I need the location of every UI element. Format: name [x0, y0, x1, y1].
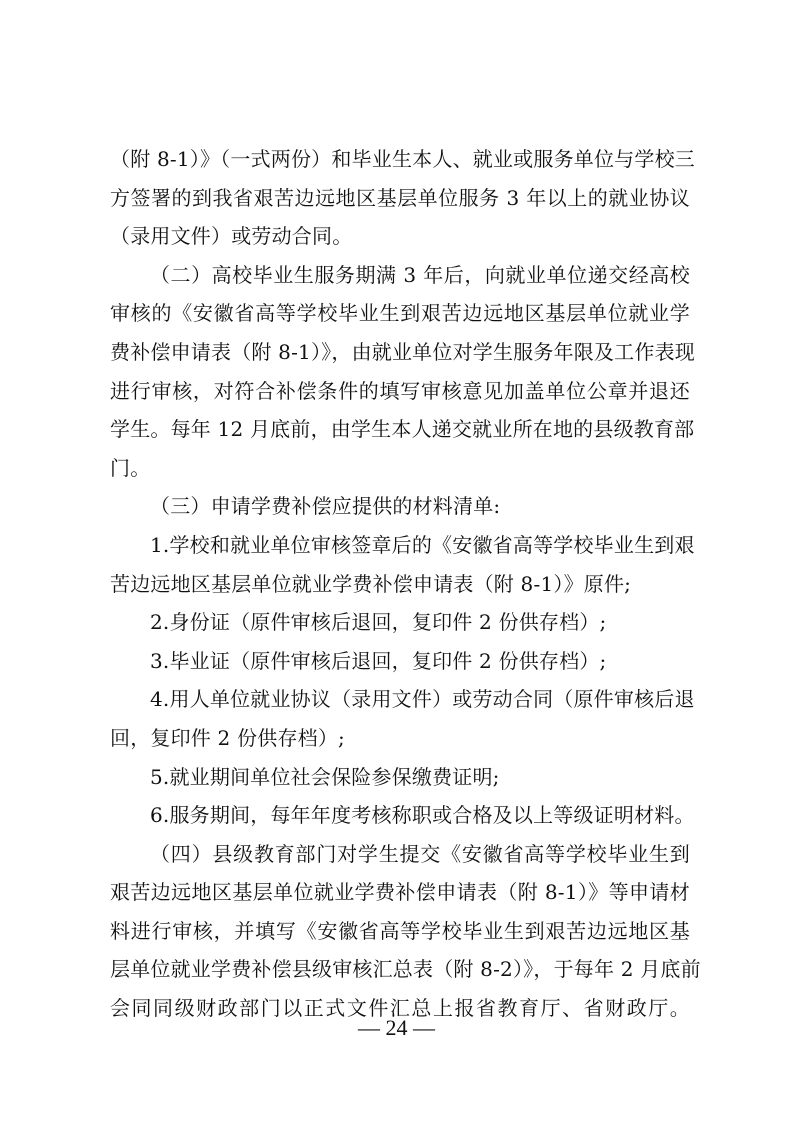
text-line: 进行审核，对符合补偿条件的填写审核意见加盖单位公章并退还 [110, 378, 690, 403]
text-line: 3.毕业证（原件审核后退回，复印件 2 份供存档）; [150, 648, 607, 673]
text-line: 费补偿申请表（附 8-1）》，由就业单位对学生服务年限及工作表现 [110, 339, 695, 364]
text-line: 6.服务期间，每年年度考核称职或合格及以上等级证明材料。 [150, 803, 695, 828]
text-line: （录用文件）或劳动合同。 [110, 224, 353, 249]
text-line: 1.学校和就业单位审核签章后的《安徽省高等学校毕业生到艰 [150, 532, 695, 557]
text-line: 4.用人单位就业协议（录用文件）或劳动合同（原件审核后退 [150, 687, 695, 712]
text-line: 层单位就业学费补偿县级审核汇总表（附 8-2）》，于每年 2 月底前 [110, 957, 701, 982]
page-number: — 24 — [358, 1015, 435, 1040]
text-line: 5.就业期间单位社会保险参保缴费证明; [150, 764, 500, 789]
text-line: （四）县级教育部门对学生提交《安徽省高等学校毕业生到 [150, 841, 690, 866]
text-line: 料进行审核，并填写《安徽省高等学校毕业生到艰苦边远地区基 [110, 918, 690, 943]
text-line: 艰苦边远地区基层单位就业学费补偿申请表（附 8-1）》等申请材 [110, 880, 690, 905]
text-line: （二）高校毕业生服务期满 3 年后，向就业单位递交经高校 [150, 262, 690, 287]
text-line: 苦边远地区基层单位就业学费补偿申请表（附 8-1）》原件; [110, 571, 632, 596]
text-line: 回，复印件 2 份供存档）; [110, 725, 345, 750]
body-text [110, 140, 701, 1028]
text-line: （三）申请学费补偿应提供的材料清单: [150, 494, 501, 519]
text-line: 方签署的到我省艰苦边远地区基层单位服务 3 年以上的就业协议 [110, 185, 690, 210]
text-line: 会同同级财政部门以正式文件汇总上报省教育厅、省财政厅。 [110, 996, 690, 1021]
text-line: 审核的《安徽省高等学校毕业生到艰苦边远地区基层单位就业学 [110, 301, 690, 326]
text-line: 学生。每年 12 月底前，由学生本人递交就业所在地的县级教育部 [110, 417, 695, 442]
text-line: 门。 [110, 455, 151, 480]
text-line: （附 8-1）》（一式两份）和毕业生本人、就业或服务单位与学校三 [110, 147, 695, 171]
text-line: 2.身份证（原件审核后退回，复印件 2 份供存档）; [150, 610, 607, 635]
